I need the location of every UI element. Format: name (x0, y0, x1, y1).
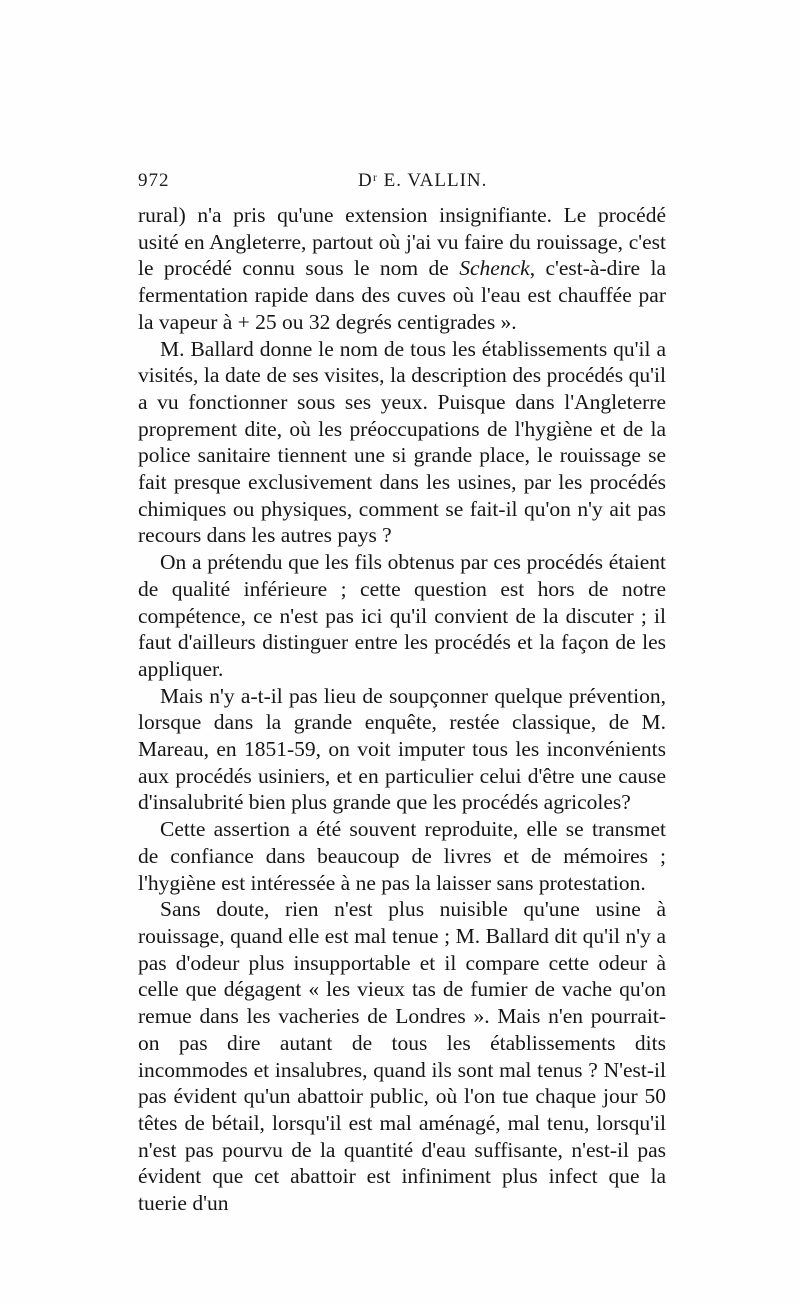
paragraph-3: On a prétendu que les fils obtenus par ces procédés étaient de qualité inférieure ; cette question est hors de notre compétence, ce n'est pas ici qu'il convient de la discuter ; il faut d'ailleurs distinguer entre les procédés et la façon de les appliquer. (138, 550, 666, 681)
page-number: 972 (138, 170, 170, 191)
paragraph-1-italic-term: Schenck (459, 256, 530, 281)
paragraph-1-text-a: rural) n'a pris qu'une extension insignifiante. Le procédé usité en Angleterre, partout où j'ai vu faire du rouissage, c'est le procédé connu sous le nom de (138, 203, 666, 281)
body-text (138, 202, 666, 1217)
paragraph-1-text-b: , c'est-à-dire la fermentation rapide dans des cuves où l'eau est chauffée par la vapeur à + 25 ou 32 degrés centigrades ». (138, 256, 666, 334)
running-head (138, 170, 666, 196)
running-head-author: Dʳ E. VALLIN. (358, 170, 488, 191)
paragraph-1 (138, 202, 666, 336)
paragraph-4: Mais n'y a-t-il pas lieu de soupçonner quelque prévention, lorsque dans la grande enquête, restée classique, de M. Mareau, en 1851-59, on voit imputer tous les inconvénients aux procédés usiniers, et en particulier celui d'être une cause d'insalubrité bien plus grande que les procédés agricoles? (138, 683, 666, 815)
paragraph-5: Cette assertion a été souvent reproduite, elle se transmet de confiance dans beaucoup de livres et de mémoires ; l'hygiène est intéressée à ne pas la laisser sans protestation. (138, 817, 666, 895)
paragraph-6: Sans doute, rien n'est plus nuisible qu'une usine à rouissage, quand elle est mal tenue ; M. Ballard dit qu'il n'y a pas d'odeur plus insupportable et il compare cette odeur à celle que dégagent « les vieux tas de fumier de vache qu'on remue dans les vacheries de Londres ». Mais n'en pourrait-on pas dire autant de tous les établissements dits incommodes et insalubres, quand ils sont mal tenus ? N'est-il pas évident qu'un abattoir public, où l'on tue chaque jour 50 têtes de bétail, lorsqu'il est mal aménagé, mal tenu, lorsqu'il n'est pas pourvu de la quantité d'eau suffisante, n'est-il pas évident que cet abattoir est infiniment plus infect que la tuerie d'un (138, 897, 666, 1216)
paragraph-2: M. Ballard donne le nom de tous les établissements qu'il a visités, la date de ses visites, la description des procédés qu'il a vu fonctionner sous ses yeux. Puisque dans l'Angleterre proprement dite, où les préoccupations de l'hygiène et de la police sanitaire tiennent une si grande place, le rouissage se fait presque exclusivement dans les usines, par les procédés chimiques ou physiques, comment se fait-il qu'on n'y ait pas recours dans les autres pays ? (138, 336, 666, 548)
